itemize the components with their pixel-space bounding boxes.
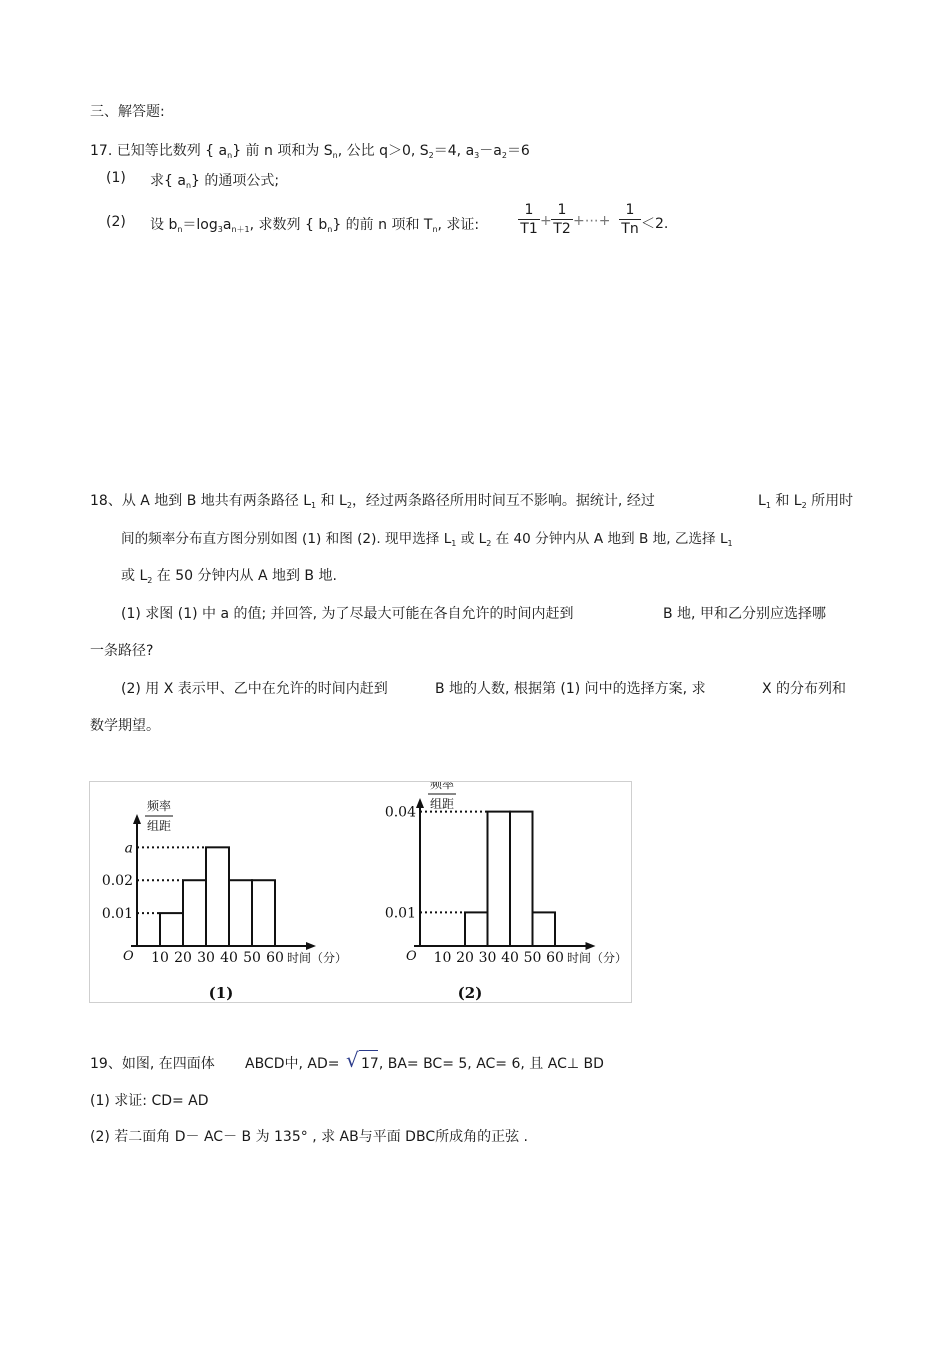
x-tick-label-1-1: 20 [174, 950, 192, 966]
q18-line2: 间的频率分布直方图分别如图 (1) 和图 (2). 现甲选择 $L_1$ 或 $L_2$ 在 40 分钟内从 A 地到 B 地, 乙选择 $L_1$ [121, 531, 733, 548]
q18-part1-a: (1) 求图 (1) 中 a 的值; 并回答, 为了尽最大可能在各自允许的时间内赶到 [121, 606, 574, 622]
x-tick-label-2-2: 30 [478, 950, 497, 966]
q19-line1-a: 19、如图, 在四面体 [90, 1056, 215, 1072]
histograms-svg [90, 782, 631, 1002]
histogram-figure [89, 781, 632, 1003]
q18-line1-end: $L_1$ 和 $L_2$ 所用时 [758, 493, 854, 510]
histogram-bar-2-50-60 [533, 912, 556, 946]
q17-part1-label: (1) [106, 170, 126, 186]
x-tick-label-2-5: 60 [546, 950, 564, 966]
x-axis-label-2: 时间（分） [567, 951, 628, 965]
y-label-bottom-1: 组距 [146, 819, 172, 833]
histogram-bar-2-40-50 [510, 812, 533, 946]
x-tick-label-2-1: 20 [456, 950, 474, 966]
y-tick-label-1-0: 0.01 [101, 906, 133, 923]
x-tick-label-1-3: 40 [220, 950, 238, 966]
origin-label-2: O [406, 949, 417, 964]
x-tick-label-1-2: 30 [197, 950, 215, 966]
plus-sign: + [540, 213, 552, 229]
q18-line3: 或 $L_2$ 在 50 分钟内从 A 地到 B 地. [121, 568, 337, 585]
y-label-bottom-2: 组距 [429, 797, 455, 811]
fraction-1-over-t1: 1 T1 [518, 202, 540, 237]
q18-part2-b: B 地的人数, 根据第 (1) 问中的选择方案, 求 [435, 681, 706, 697]
figure-caption-1: (1) [208, 984, 234, 1002]
x-tick-label-2-3: 40 [501, 950, 519, 966]
histogram-bar-1-20-30 [183, 880, 206, 946]
y-tick-label-1-2: a [124, 840, 133, 857]
sqrt-symbol: √ [346, 1048, 359, 1072]
q19-line1-c: 17, BA= BC= 5, AC= 6, 且 AC⊥ BD [361, 1056, 604, 1072]
q17-part2-text: 设 $b_n=\log_3a_{n+1}$, 求数列 { $b_n$} 的前 n 项和 $T_n$, 求证: [150, 217, 480, 234]
q19-line1-b: ABCD中, AD= [245, 1056, 340, 1072]
y-tick-label-1-1: 0.02 [101, 873, 133, 890]
x-tick-label-2-4: 50 [523, 950, 542, 966]
inequality-tail: ＜2. [641, 216, 669, 232]
y-label-top-1: 频率 [146, 799, 172, 813]
x-axis-arrow-1 [306, 942, 316, 950]
y-label-top-2: 频率 [429, 782, 455, 791]
origin-label-1: O [123, 949, 134, 964]
x-tick-label-1-0: 10 [151, 950, 169, 966]
histogram-bar-1-10-20 [160, 913, 183, 946]
y-tick-label-2-0: 0.01 [384, 905, 416, 922]
y-tick-label-2-1: 0.04 [384, 804, 416, 821]
histogram-bar-2-20-30 [465, 912, 488, 946]
fraction-1-over-tn: 1 Tn [619, 202, 641, 237]
fraction-1-over-t2: 1 T2 [551, 202, 573, 237]
figure-caption-2: (2) [457, 984, 483, 1002]
sqrt-overline [359, 1050, 378, 1051]
q18-part2-c: X 的分布列和 [762, 681, 847, 697]
y-axis-arrow-1 [133, 814, 141, 824]
q17-part2-label: (2) [106, 214, 126, 230]
x-tick-label-2-0: 10 [433, 950, 452, 966]
plus-dots-plus: +⋯+ [573, 213, 611, 229]
histogram-bar-2-30-40 [488, 812, 511, 946]
histogram-bar-1-40-50 [229, 880, 252, 946]
x-tick-label-1-5: 60 [266, 950, 284, 966]
y-axis-arrow-2 [416, 798, 424, 808]
q18-part1-b: B 地, 甲和乙分别应选择哪 [663, 606, 826, 622]
q18-part1-c: 一条路径? [90, 643, 154, 659]
q18-part2-a: (2) 用 X 表示甲、乙中在允许的时间内赶到 [121, 681, 388, 697]
histogram-bar-1-50-60 [252, 880, 275, 946]
x-axis-label-1: 时间（分） [287, 951, 348, 965]
q19-part1: (1) 求证: CD= AD [90, 1093, 209, 1109]
section-heading: 三、解答题: [90, 104, 165, 120]
x-axis-arrow-2 [586, 942, 596, 950]
q17-part1-text: 求{ $a_n$} 的通项公式; [150, 173, 280, 190]
histogram-bar-1-30-40 [206, 847, 229, 946]
q18-line1: 18、从 A 地到 B 地共有两条路径 $L_1$ 和 $L_2$，经过两条路径所用时间互不影响。据统计, 经过 [90, 493, 655, 510]
q19-part2: (2) 若二面角 D－ AC－ B 为 135° , 求 AB与平面 DBC所成角的正弦 . [90, 1129, 528, 1145]
q18-part2-d: 数学期望。 [90, 718, 160, 734]
q17-stem: 17. 已知等比数列 { $a_n$} 前 n 项和为 $S_n$, 公比 q＞0, $S_2=4$, $a_3-a_2=6$ [90, 143, 530, 160]
x-tick-label-1-4: 50 [243, 950, 261, 966]
